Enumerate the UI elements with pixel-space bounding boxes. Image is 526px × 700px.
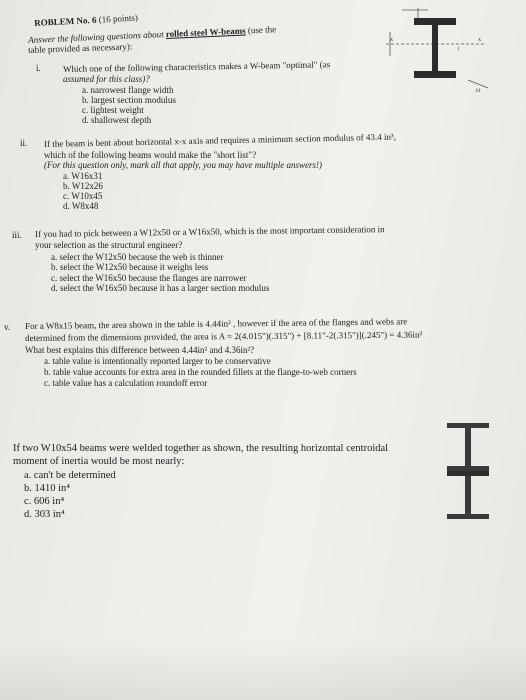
page-shadow [0, 640, 526, 700]
axis-label-x-right: x [478, 37, 481, 43]
lower-beam-top-flange [447, 471, 489, 476]
bottom-flange [414, 71, 456, 78]
question-2-option-d[interactable]: d. W8x48 [63, 201, 99, 211]
question-5-option-d[interactable]: d. 303 in⁴ [24, 509, 65, 520]
question-2-option-a[interactable]: a. W16x31 [63, 171, 103, 181]
question-3-option-c[interactable]: c. select the W16x50 because the flanges are narrower [51, 273, 247, 283]
question-5-option-c[interactable]: c. 606 in⁴ [24, 496, 65, 507]
question-3-number: iii. [12, 230, 22, 240]
question-1-option-d[interactable]: d. shallowest depth [82, 115, 152, 125]
question-4-text: For a W8x15 beam, the area shown in the table is 4.44in² , however if the area of the flanges and webs are [25, 316, 408, 331]
upper-beam-top-flange [447, 423, 489, 428]
welded-beams-figure [443, 423, 493, 519]
question-5-text-2: moment of inertia would be most nearly: [13, 456, 185, 467]
question-4-text-3: What best explains this difference between 4.44in² and 4.36in²? [25, 345, 255, 355]
question-4-option-c[interactable]: c. table value has a calculation roundoff error [44, 378, 208, 388]
flange-width-label: bf [476, 89, 481, 94]
question-2-option-c[interactable]: c. W10x45 [63, 191, 103, 201]
question-5-text: If two W10x54 beams were welded together as shown, the resulting horizontal centroidal [13, 443, 389, 454]
question-3-option-d[interactable]: d. select the W16x50 because it has a larger section modulus [51, 283, 270, 293]
question-4-number: v. [4, 322, 11, 332]
top-flange [414, 18, 456, 25]
question-5-option-b[interactable]: b. 1410 in⁴ [24, 483, 70, 494]
question-1-number: i. [36, 63, 41, 73]
question-2-option-b[interactable]: b. W12x26 [63, 181, 103, 191]
lower-beam-web [465, 476, 471, 514]
upper-beam-bottom-flange [447, 466, 489, 471]
question-1-text: Which one of the following characteristics makes a W-beam "optimal" (as [63, 59, 331, 74]
question-4-option-b[interactable]: b. table value accounts for extra area in the rounded fillets at the flange-to-web corners [44, 367, 357, 377]
intro-line-2: table provided as necessary): [28, 41, 133, 55]
question-3-text: If you had to pick between a W12x50 or a W16x50, which is the most important consideration in [35, 224, 385, 239]
web [432, 25, 438, 71]
lower-beam-bottom-flange [447, 514, 489, 519]
intro-text-end: (use the [245, 24, 277, 36]
thickness-label: t [458, 47, 460, 52]
question-5-option-a[interactable]: a. can't be determined [24, 470, 116, 481]
question-2-text-3: (For this question only, mark all that apply, you may have multiple answers!) [44, 160, 322, 170]
axis-label-x-left: x [390, 37, 393, 43]
intro-text: Answer the following questions about [28, 28, 167, 45]
question-1-option-b[interactable]: b. largest section modulus [82, 95, 176, 105]
question-4-text-2: determined from the dimensions provided, the area is A = 2(4.015")(.315") + [8.11"-2(.315")](.245") = 4.36in² [25, 329, 423, 343]
question-1-option-a[interactable]: a. narrowest flange width [82, 85, 174, 95]
question-3-option-b[interactable]: b. select the W12x50 because it weighs less [51, 262, 209, 272]
question-2-number: ii. [20, 138, 28, 148]
question-1-option-c[interactable]: c. lightest weight [82, 105, 144, 115]
question-2-text-2: which of the following beams would make the "short list"? [44, 150, 257, 160]
question-3-option-a[interactable]: a. select the W12x50 because the web is thinner [51, 252, 224, 262]
question-3-text-2: your selection as the structural engineer? [35, 240, 183, 250]
question-4-option-a[interactable]: a. table value is intentionally reported larger to be conservative [44, 356, 271, 366]
problem-number: ROBLEM No. 6 [34, 14, 97, 28]
intro-emphasis: rolled steel W-beams [165, 25, 246, 39]
question-2-text: If the beam is bent about horizontal x-x axis and requires a minimum section modulus of 43.4 in³, [44, 131, 397, 149]
w-beam-cross-section-figure [380, 4, 492, 96]
upper-beam-web [465, 428, 471, 466]
question-1-text-2: assumed for this class)? [63, 74, 150, 84]
problem-points: (16 points) [98, 12, 139, 25]
